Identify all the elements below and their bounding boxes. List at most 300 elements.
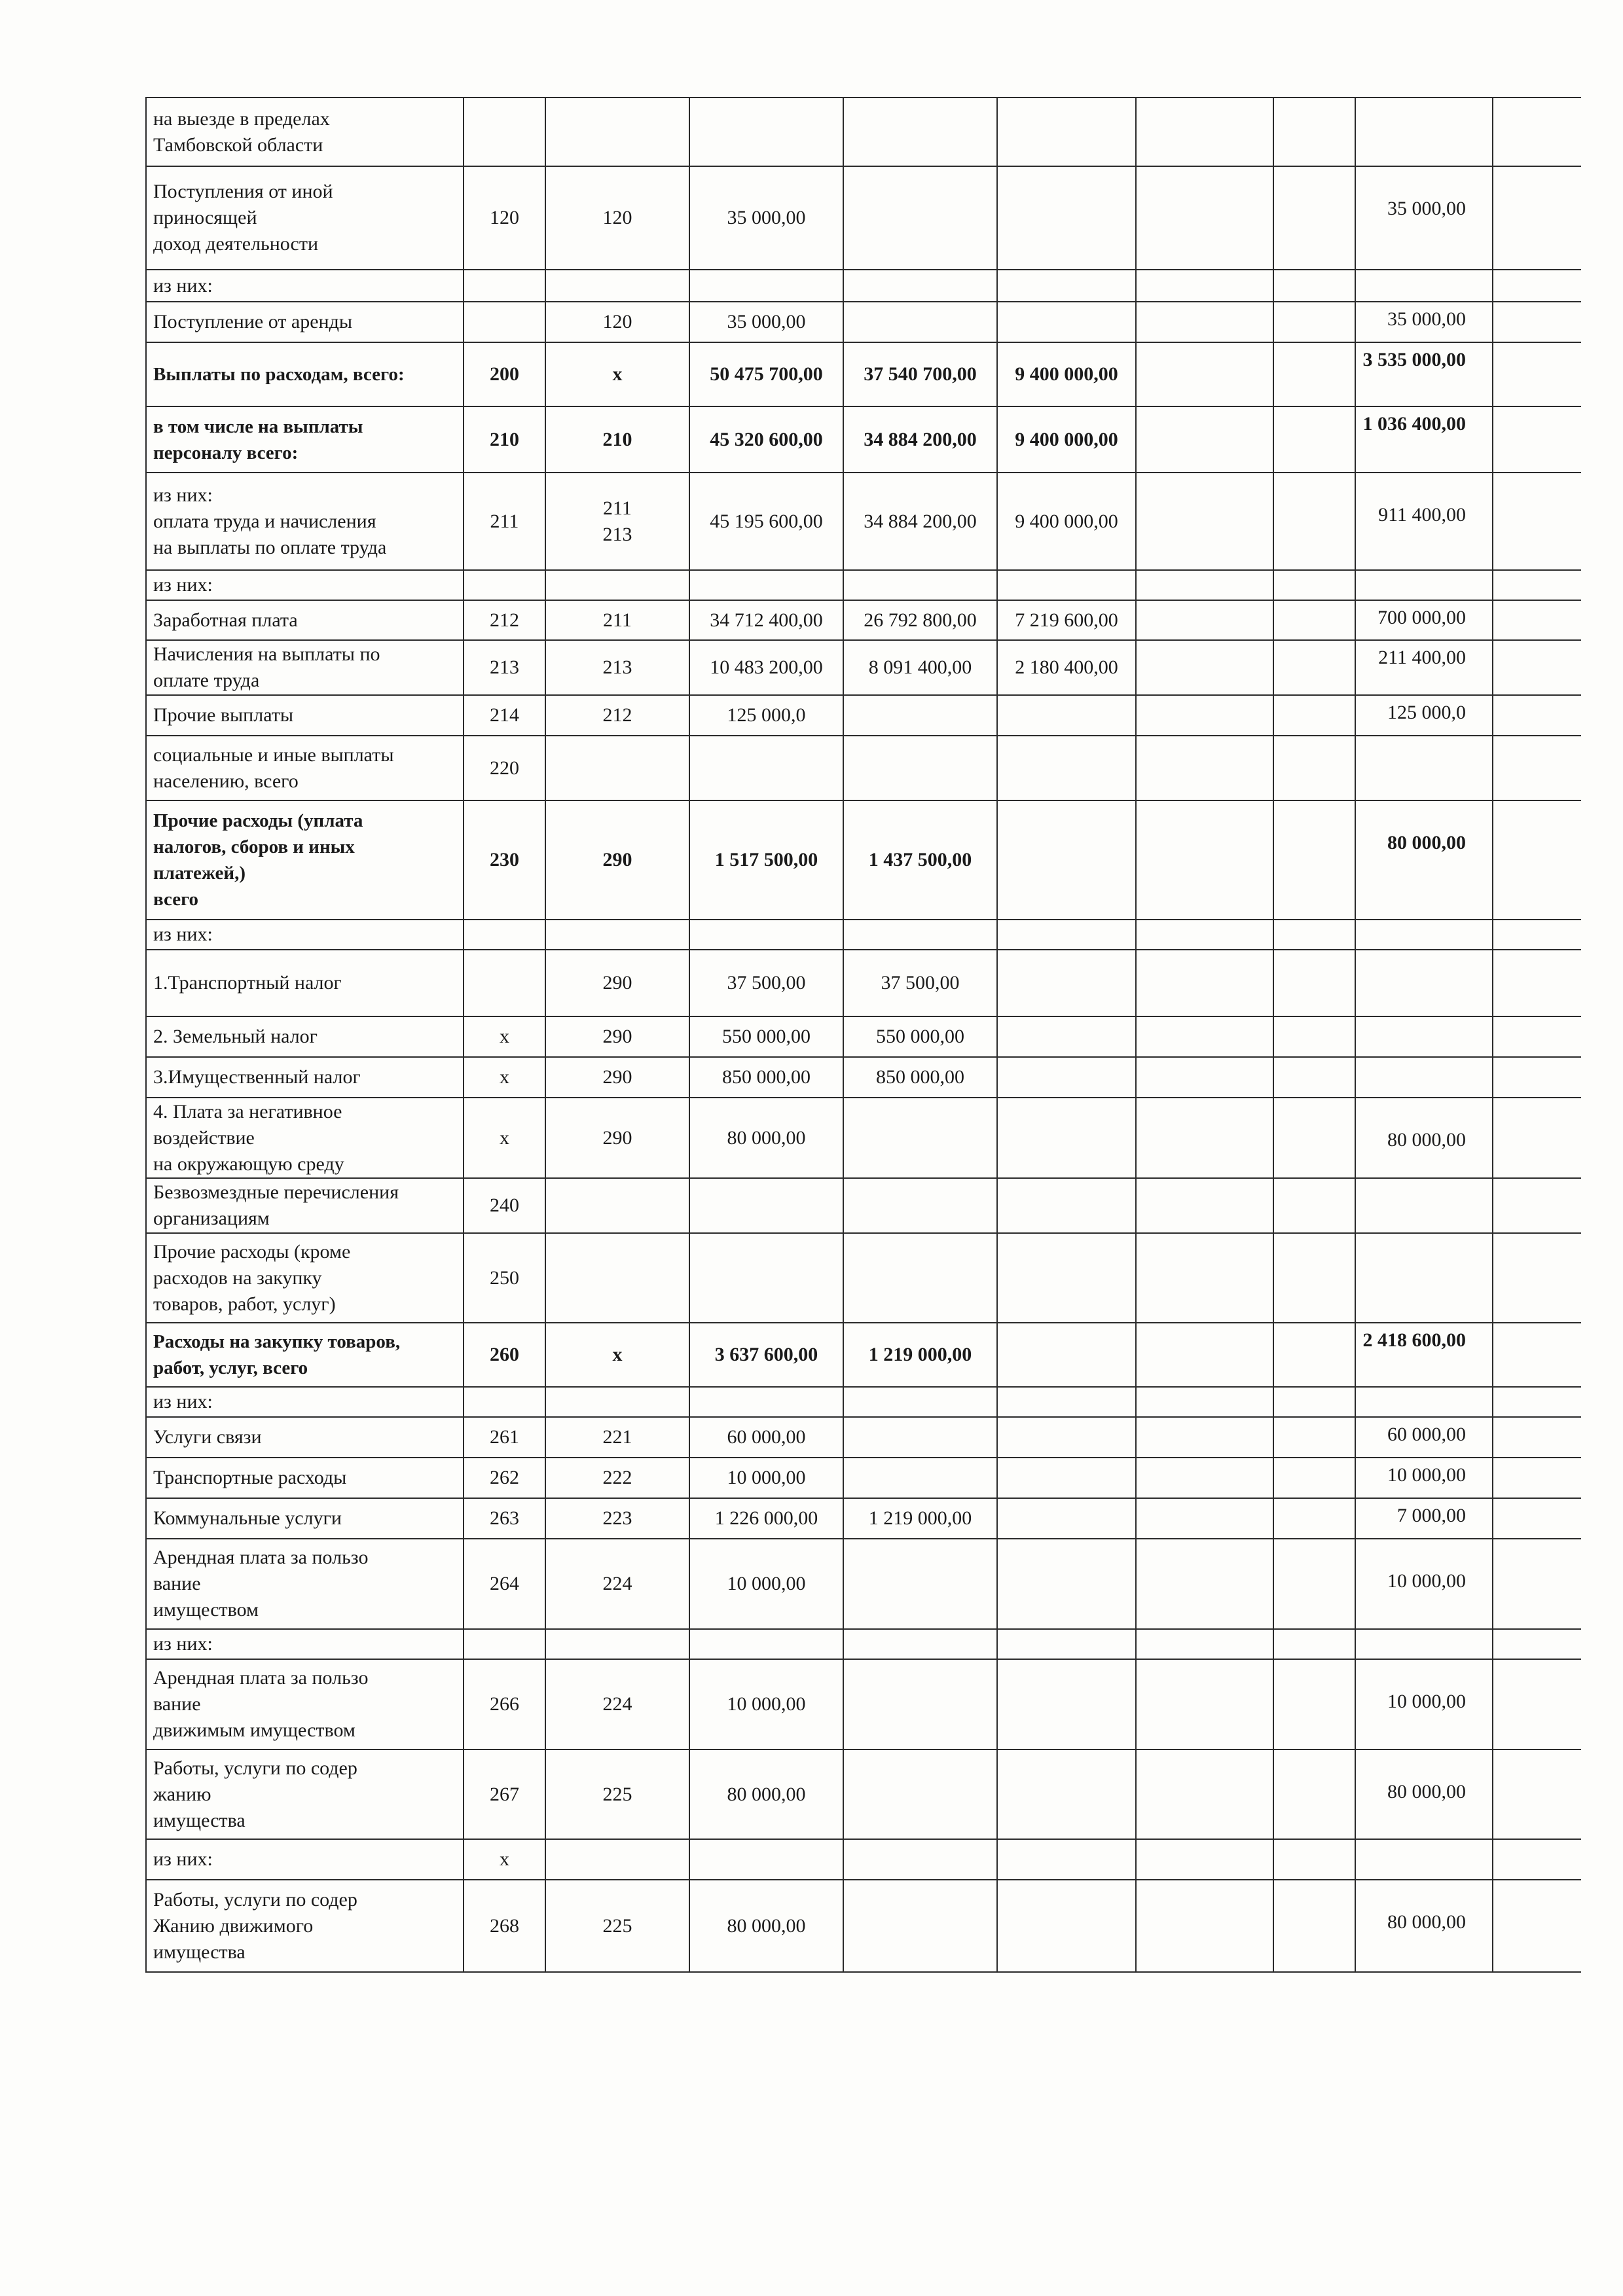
row-name: Прочие выплаты [146, 695, 464, 736]
row-subsidy: 1 437 500,00 [843, 800, 997, 920]
row-subsidy [843, 270, 997, 302]
row-empty-cell [1493, 1749, 1581, 1839]
row-total [689, 1178, 843, 1233]
row-subsidy: 550 000,00 [843, 1016, 997, 1057]
row-kosgu-code: 225 [545, 1749, 689, 1839]
row-kosgu-code [545, 270, 689, 302]
row-line-code: x [464, 1098, 545, 1178]
row-empty-cell [1136, 1539, 1273, 1629]
row-total [689, 1839, 843, 1880]
row-total: 10 000,00 [689, 1539, 843, 1629]
row-extra [1273, 473, 1355, 570]
row-empty-cell [1493, 1539, 1581, 1629]
row-name: Безвозмездные перечисления организациям [146, 1178, 464, 1233]
row-line-code: x [464, 1057, 545, 1098]
table-row [146, 1659, 1581, 1749]
row-income [1355, 1178, 1493, 1233]
row-empty-cell [1136, 270, 1273, 302]
table-row [146, 1839, 1581, 1880]
row-empty-cell [1136, 1057, 1273, 1098]
row-total: 80 000,00 [689, 1749, 843, 1839]
table-row [146, 1880, 1581, 1972]
row-empty-cell [1136, 1839, 1273, 1880]
row-empty-cell [1136, 406, 1273, 473]
row-income [1355, 570, 1493, 600]
row-name: Выплаты по расходам, всего: [146, 342, 464, 406]
row-name: из них: [146, 570, 464, 600]
row-empty-cell [1493, 1016, 1581, 1057]
row-extra [1273, 1178, 1355, 1233]
row-kosgu-code: 212 [545, 695, 689, 736]
table-row [146, 600, 1581, 640]
row-name: Расходы на закупку товаров, работ, услуг, всего [146, 1323, 464, 1387]
row-total: 45 195 600,00 [689, 473, 843, 570]
row-income: 80 000,00 [1355, 800, 1493, 920]
row-total: 3 637 600,00 [689, 1323, 843, 1387]
row-subsidy [843, 570, 997, 600]
row-name: из них: [146, 1629, 464, 1659]
row-income: 7 000,00 [1355, 1498, 1493, 1539]
row-subsidy-other [997, 1387, 1136, 1417]
row-extra [1273, 1417, 1355, 1458]
row-line-code [464, 1387, 545, 1417]
row-empty-cell [1136, 1387, 1273, 1417]
row-subsidy [843, 1839, 997, 1880]
row-empty-cell [1136, 1629, 1273, 1659]
row-kosgu-code: 210 [545, 406, 689, 473]
row-name: Транспортные расходы [146, 1458, 464, 1498]
row-empty-cell [1493, 302, 1581, 342]
row-name: 3.Имущественный налог [146, 1057, 464, 1098]
row-empty-cell [1136, 800, 1273, 920]
row-empty-cell [1493, 406, 1581, 473]
row-kosgu-code [545, 570, 689, 600]
row-subsidy-other [997, 1539, 1136, 1629]
row-total: 850 000,00 [689, 1057, 843, 1098]
row-empty-cell [1493, 1178, 1581, 1233]
row-extra [1273, 406, 1355, 473]
row-line-code [464, 270, 545, 302]
row-empty-cell [1136, 736, 1273, 800]
row-kosgu-code: 211 213 [545, 473, 689, 570]
row-extra [1273, 1458, 1355, 1498]
table-row [146, 1016, 1581, 1057]
row-name: в том числе на выплаты персоналу всего: [146, 406, 464, 473]
row-empty-cell [1493, 1659, 1581, 1749]
row-total: 1 226 000,00 [689, 1498, 843, 1539]
table-row [146, 1539, 1581, 1629]
row-empty-cell [1493, 1458, 1581, 1498]
row-line-code: 261 [464, 1417, 545, 1458]
row-subsidy-other: 7 219 600,00 [997, 600, 1136, 640]
table-row [146, 1749, 1581, 1839]
row-line-code: 214 [464, 695, 545, 736]
row-line-code: 263 [464, 1498, 545, 1539]
row-empty-cell [1493, 1387, 1581, 1417]
row-kosgu-code: 290 [545, 1016, 689, 1057]
table-row [146, 1417, 1581, 1458]
row-line-code: 260 [464, 1323, 545, 1387]
row-subsidy: 8 091 400,00 [843, 640, 997, 695]
row-subsidy: 37 500,00 [843, 950, 997, 1016]
row-kosgu-code: 120 [545, 166, 689, 270]
row-name: из них: [146, 1387, 464, 1417]
row-subsidy-other [997, 950, 1136, 1016]
row-empty-cell [1136, 695, 1273, 736]
row-line-code: 240 [464, 1178, 545, 1233]
row-subsidy: 850 000,00 [843, 1057, 997, 1098]
row-total [689, 736, 843, 800]
row-subsidy [843, 1178, 997, 1233]
row-empty-cell [1136, 302, 1273, 342]
row-extra [1273, 166, 1355, 270]
row-total: 10 000,00 [689, 1659, 843, 1749]
row-empty-cell [1136, 1498, 1273, 1539]
table-row [146, 406, 1581, 473]
row-line-code [464, 920, 545, 950]
row-name: Работы, услуги по содер Жанию движимого имущества [146, 1880, 464, 1972]
row-subsidy-other [997, 1458, 1136, 1498]
row-name: Поступления от иной приносящей доход деятельности [146, 166, 464, 270]
table-row [146, 1323, 1581, 1387]
row-income: 2 418 600,00 [1355, 1323, 1493, 1387]
row-subsidy-other [997, 1057, 1136, 1098]
row-name: 2. Земельный налог [146, 1016, 464, 1057]
row-empty-cell [1493, 600, 1581, 640]
row-extra [1273, 98, 1355, 166]
row-income [1355, 920, 1493, 950]
row-subsidy-other [997, 695, 1136, 736]
row-extra [1273, 1629, 1355, 1659]
table-row [146, 1458, 1581, 1498]
row-extra [1273, 600, 1355, 640]
row-line-code [464, 1629, 545, 1659]
row-subsidy [843, 736, 997, 800]
row-empty-cell [1136, 1417, 1273, 1458]
table-row [146, 342, 1581, 406]
row-line-code: 213 [464, 640, 545, 695]
row-empty-cell [1493, 98, 1581, 166]
row-subsidy [843, 98, 997, 166]
row-extra [1273, 1659, 1355, 1749]
row-subsidy-other: 9 400 000,00 [997, 342, 1136, 406]
row-income: 35 000,00 [1355, 302, 1493, 342]
row-income: 911 400,00 [1355, 473, 1493, 570]
row-name: Заработная плата [146, 600, 464, 640]
row-empty-cell [1493, 950, 1581, 1016]
row-total: 34 712 400,00 [689, 600, 843, 640]
row-empty-cell [1136, 570, 1273, 600]
row-subsidy [843, 1458, 997, 1498]
row-empty-cell [1493, 640, 1581, 695]
row-kosgu-code: 290 [545, 1057, 689, 1098]
row-empty-cell [1493, 920, 1581, 950]
table-row [146, 800, 1581, 920]
row-extra [1273, 270, 1355, 302]
row-empty-cell [1493, 1323, 1581, 1387]
row-subsidy-other [997, 302, 1136, 342]
row-name: из них: [146, 1839, 464, 1880]
row-subsidy: 1 219 000,00 [843, 1498, 997, 1539]
row-empty-cell [1493, 1233, 1581, 1323]
row-subsidy-other [997, 1323, 1136, 1387]
row-line-code: 120 [464, 166, 545, 270]
row-subsidy: 34 884 200,00 [843, 406, 997, 473]
row-total: 10 000,00 [689, 1458, 843, 1498]
row-income [1355, 1057, 1493, 1098]
row-subsidy-other [997, 1880, 1136, 1972]
row-total [689, 270, 843, 302]
row-subsidy-other [997, 1417, 1136, 1458]
row-name: Арендная плата за пользо вание имуществом [146, 1539, 464, 1629]
row-kosgu-code: 224 [545, 1539, 689, 1629]
row-total: 45 320 600,00 [689, 406, 843, 473]
row-name: социальные и иные выплаты населению, всего [146, 736, 464, 800]
row-subsidy [843, 302, 997, 342]
row-total: 1 517 500,00 [689, 800, 843, 920]
row-empty-cell [1493, 1417, 1581, 1458]
row-extra [1273, 1098, 1355, 1178]
row-subsidy [843, 920, 997, 950]
row-subsidy-other [997, 1749, 1136, 1839]
row-total [689, 920, 843, 950]
row-empty-cell [1136, 600, 1273, 640]
row-name: Услуги связи [146, 1417, 464, 1458]
row-income [1355, 1839, 1493, 1880]
row-subsidy [843, 1539, 997, 1629]
row-line-code: 230 [464, 800, 545, 920]
row-income: 80 000,00 [1355, 1098, 1493, 1178]
row-kosgu-code: 225 [545, 1880, 689, 1972]
row-total: 60 000,00 [689, 1417, 843, 1458]
row-total: 550 000,00 [689, 1016, 843, 1057]
row-kosgu-code [545, 98, 689, 166]
row-line-code: 266 [464, 1659, 545, 1749]
row-income [1355, 1016, 1493, 1057]
row-subsidy [843, 1387, 997, 1417]
row-total [689, 98, 843, 166]
row-name: Коммунальные услуги [146, 1498, 464, 1539]
row-extra [1273, 1016, 1355, 1057]
row-extra [1273, 570, 1355, 600]
row-extra [1273, 1387, 1355, 1417]
table-row [146, 950, 1581, 1016]
row-subsidy [843, 1098, 997, 1178]
row-empty-cell [1136, 1178, 1273, 1233]
row-line-code [464, 570, 545, 600]
row-total: 80 000,00 [689, 1880, 843, 1972]
row-extra [1273, 1839, 1355, 1880]
row-income: 700 000,00 [1355, 600, 1493, 640]
row-empty-cell [1136, 1233, 1273, 1323]
row-total: 35 000,00 [689, 166, 843, 270]
row-name: Прочие расходы (кроме расходов на закупку товаров, работ, услуг) [146, 1233, 464, 1323]
row-empty-cell [1136, 640, 1273, 695]
row-line-code: x [464, 1839, 545, 1880]
row-subsidy-other: 9 400 000,00 [997, 406, 1136, 473]
row-income [1355, 1233, 1493, 1323]
row-income: 10 000,00 [1355, 1458, 1493, 1498]
row-subsidy-other [997, 270, 1136, 302]
row-line-code [464, 98, 545, 166]
row-line-code: 268 [464, 1880, 545, 1972]
row-line-code: 200 [464, 342, 545, 406]
row-total: 125 000,0 [689, 695, 843, 736]
table-row [146, 1057, 1581, 1098]
row-subsidy [843, 1749, 997, 1839]
row-income [1355, 270, 1493, 302]
table-row [146, 1178, 1581, 1233]
row-subsidy-other [997, 920, 1136, 950]
row-kosgu-code [545, 1629, 689, 1659]
row-name: Арендная плата за пользо вание движимым имуществом [146, 1659, 464, 1749]
row-empty-cell [1136, 98, 1273, 166]
row-extra [1273, 800, 1355, 920]
row-extra [1273, 1057, 1355, 1098]
row-kosgu-code [545, 1233, 689, 1323]
table-row [146, 695, 1581, 736]
table-row [146, 640, 1581, 695]
row-extra [1273, 1498, 1355, 1539]
table-row [146, 98, 1581, 166]
row-income [1355, 736, 1493, 800]
row-subsidy [843, 695, 997, 736]
row-extra [1273, 640, 1355, 695]
row-line-code: 262 [464, 1458, 545, 1498]
row-total [689, 1629, 843, 1659]
row-extra [1273, 1539, 1355, 1629]
row-subsidy-other [997, 98, 1136, 166]
row-income: 125 000,0 [1355, 695, 1493, 736]
row-empty-cell [1136, 920, 1273, 950]
row-subsidy-other [997, 166, 1136, 270]
row-extra [1273, 736, 1355, 800]
row-income: 10 000,00 [1355, 1659, 1493, 1749]
row-subsidy-other [997, 1839, 1136, 1880]
row-subsidy-other [997, 570, 1136, 600]
row-name: на выезде в пределах Тамбовской области [146, 98, 464, 166]
row-empty-cell [1493, 1498, 1581, 1539]
row-total: 37 500,00 [689, 950, 843, 1016]
row-subsidy: 1 219 000,00 [843, 1323, 997, 1387]
row-total: 10 483 200,00 [689, 640, 843, 695]
row-name: Начисления на выплаты по оплате труда [146, 640, 464, 695]
row-line-code: x [464, 1016, 545, 1057]
row-name: Поступление от аренды [146, 302, 464, 342]
table-row [146, 570, 1581, 600]
row-kosgu-code [545, 920, 689, 950]
table-row [146, 1629, 1581, 1659]
row-kosgu-code: 290 [545, 800, 689, 920]
row-empty-cell [1493, 1057, 1581, 1098]
row-name: из них: оплата труда и начисления на выплаты по оплате труда [146, 473, 464, 570]
row-subsidy [843, 1880, 997, 1972]
row-kosgu-code: 290 [545, 1098, 689, 1178]
row-total: 50 475 700,00 [689, 342, 843, 406]
row-income: 60 000,00 [1355, 1417, 1493, 1458]
row-line-code: 267 [464, 1749, 545, 1839]
row-empty-cell [1136, 342, 1273, 406]
row-subsidy [843, 1417, 997, 1458]
row-line-code: 211 [464, 473, 545, 570]
row-income: 211 400,00 [1355, 640, 1493, 695]
row-total [689, 1387, 843, 1417]
row-income: 1 036 400,00 [1355, 406, 1493, 473]
row-empty-cell [1136, 1749, 1273, 1839]
table-row [146, 1098, 1581, 1178]
row-extra [1273, 1749, 1355, 1839]
row-subsidy-other [997, 1498, 1136, 1539]
row-line-code: 212 [464, 600, 545, 640]
row-extra [1273, 695, 1355, 736]
row-empty-cell [1136, 1659, 1273, 1749]
row-empty-cell [1136, 1323, 1273, 1387]
row-subsidy: 37 540 700,00 [843, 342, 997, 406]
row-extra [1273, 950, 1355, 1016]
row-subsidy-other: 9 400 000,00 [997, 473, 1136, 570]
row-subsidy [843, 1233, 997, 1323]
row-empty-cell [1136, 1880, 1273, 1972]
row-subsidy [843, 1659, 997, 1749]
row-total [689, 570, 843, 600]
row-income [1355, 1629, 1493, 1659]
row-kosgu-code: 211 [545, 600, 689, 640]
row-subsidy-other [997, 1098, 1136, 1178]
row-kosgu-code: 222 [545, 1458, 689, 1498]
row-empty-cell [1136, 1458, 1273, 1498]
row-kosgu-code: x [545, 1323, 689, 1387]
row-extra [1273, 342, 1355, 406]
row-extra [1273, 1880, 1355, 1972]
row-total: 80 000,00 [689, 1098, 843, 1178]
row-income [1355, 98, 1493, 166]
row-subsidy [843, 166, 997, 270]
row-empty-cell [1493, 342, 1581, 406]
row-name: Работы, услуги по содер жанию имущества [146, 1749, 464, 1839]
table-row [146, 1387, 1581, 1417]
row-subsidy [843, 1629, 997, 1659]
row-name: Прочие расходы (уплата налогов, сборов и иных платежей,) всего [146, 800, 464, 920]
row-income: 10 000,00 [1355, 1539, 1493, 1629]
row-line-code: 210 [464, 406, 545, 473]
table-row [146, 920, 1581, 950]
row-empty-cell [1136, 1098, 1273, 1178]
row-empty-cell [1493, 800, 1581, 920]
row-empty-cell [1493, 473, 1581, 570]
row-income: 80 000,00 [1355, 1880, 1493, 1972]
row-empty-cell [1493, 270, 1581, 302]
row-income [1355, 1387, 1493, 1417]
row-subsidy-other [997, 1016, 1136, 1057]
row-subsidy: 26 792 800,00 [843, 600, 997, 640]
row-line-code: 220 [464, 736, 545, 800]
row-subsidy-other [997, 1629, 1136, 1659]
table-row [146, 736, 1581, 800]
row-kosgu-code [545, 1178, 689, 1233]
row-income [1355, 950, 1493, 1016]
row-subsidy: 34 884 200,00 [843, 473, 997, 570]
row-income: 35 000,00 [1355, 166, 1493, 270]
row-total: 35 000,00 [689, 302, 843, 342]
table-row [146, 270, 1581, 302]
row-kosgu-code [545, 1387, 689, 1417]
row-line-code [464, 302, 545, 342]
row-kosgu-code: 223 [545, 1498, 689, 1539]
row-kosgu-code: 213 [545, 640, 689, 695]
row-line-code: 264 [464, 1539, 545, 1629]
row-empty-cell [1493, 1880, 1581, 1972]
row-kosgu-code: 290 [545, 950, 689, 1016]
